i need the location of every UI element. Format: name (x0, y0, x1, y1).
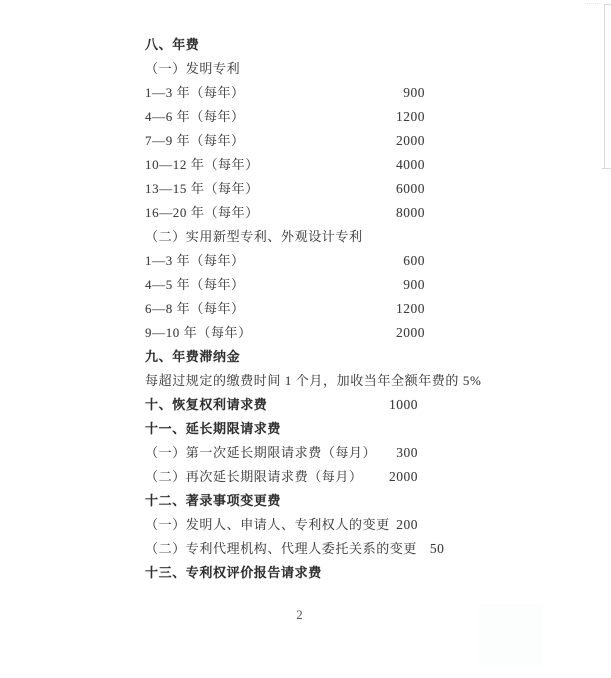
fee-label: 每超过规定的缴费时间 1 个月，加收当年全额年费的 5% (145, 373, 482, 388)
fee-label: （二）再次延长期限请求费（每月） (145, 469, 363, 484)
fee-row (0, 201, 611, 225)
fee-label: （一）发明人、申请人、专利权人的变更 (145, 517, 390, 532)
scan-artifact-vertical-line (604, 4, 605, 168)
fee-label: （二）实用新型专利、外观设计专利 (145, 229, 363, 244)
fee-label: （一）第一次延长期限请求费（每月） (145, 445, 377, 460)
fee-amount: 8000 (396, 205, 425, 220)
fee-amount: 900 (403, 85, 425, 100)
fee-amount: 1200 (396, 301, 425, 316)
fee-amount: 2000 (396, 133, 425, 148)
fee-label: 4—5 年（每年） (145, 277, 245, 292)
page-number: 2 (296, 608, 303, 622)
fee-amount: 300 (396, 445, 418, 460)
fee-row (0, 441, 611, 465)
fee-amount: 1200 (396, 109, 425, 124)
fee-label: 1—3 年（每年） (145, 85, 245, 100)
fee-row (0, 537, 611, 561)
fee-label: 十一、延长期限请求费 (145, 421, 282, 436)
fee-amount: 600 (403, 253, 425, 268)
fee-amount: 1000 (389, 397, 418, 412)
fee-row (0, 297, 611, 321)
fee-row (0, 153, 611, 177)
fee-row (0, 225, 611, 249)
fee-rows (0, 33, 611, 585)
fee-amount: 2000 (396, 325, 425, 340)
fee-row (0, 465, 611, 489)
fee-row (0, 489, 611, 513)
scan-artifact-top-tick (604, 4, 611, 5)
fee-label: 4—6 年（每年） (145, 109, 245, 124)
fee-label: 7—9 年（每年） (145, 133, 245, 148)
fee-amount: 4000 (396, 157, 425, 172)
fee-label: 13—15 年（每年） (145, 181, 259, 196)
fee-row (0, 345, 611, 369)
scan-artifact-dotted-mark (585, 3, 602, 4)
fee-row (0, 129, 611, 153)
fee-label: 1—3 年（每年） (145, 253, 245, 268)
fee-amount: 900 (403, 277, 425, 292)
fee-amount: 50 (429, 541, 445, 556)
fee-label: 九、年费滞纳金 (145, 349, 241, 364)
fee-amount: 2000 (389, 469, 418, 484)
fee-label: 十、恢复权利请求费 (145, 397, 268, 412)
fee-row (0, 417, 611, 441)
fee-label: 十二、著录事项变更费 (145, 493, 282, 508)
fee-row (0, 33, 611, 57)
fee-row (0, 393, 611, 417)
fee-row (0, 249, 611, 273)
fee-label: 10—12 年（每年） (145, 157, 259, 172)
scan-artifact-bottom-tick (602, 168, 611, 169)
fee-row (0, 105, 611, 129)
fee-label: 八、年费 (145, 37, 200, 52)
fee-row (0, 177, 611, 201)
fee-label: （二）专利代理机构、代理人委托关系的变更 (145, 541, 418, 556)
fee-label: 9—10 年（每年） (145, 325, 252, 340)
scan-artifact-light-patch (479, 604, 543, 666)
fee-label: 16—20 年（每年） (145, 205, 259, 220)
fee-label: （一）发明专利 (145, 61, 241, 76)
fee-label: 十三、专利权评价报告请求费 (145, 565, 322, 580)
fee-row (0, 57, 611, 81)
fee-row (0, 561, 611, 585)
fee-row (0, 513, 611, 537)
fee-amount: 6000 (396, 181, 425, 196)
fee-row (0, 273, 611, 297)
fee-row (0, 369, 611, 393)
fee-row (0, 81, 611, 105)
fee-row (0, 321, 611, 345)
fee-amount: 200 (396, 517, 418, 532)
fee-label: 6—8 年（每年） (145, 301, 245, 316)
